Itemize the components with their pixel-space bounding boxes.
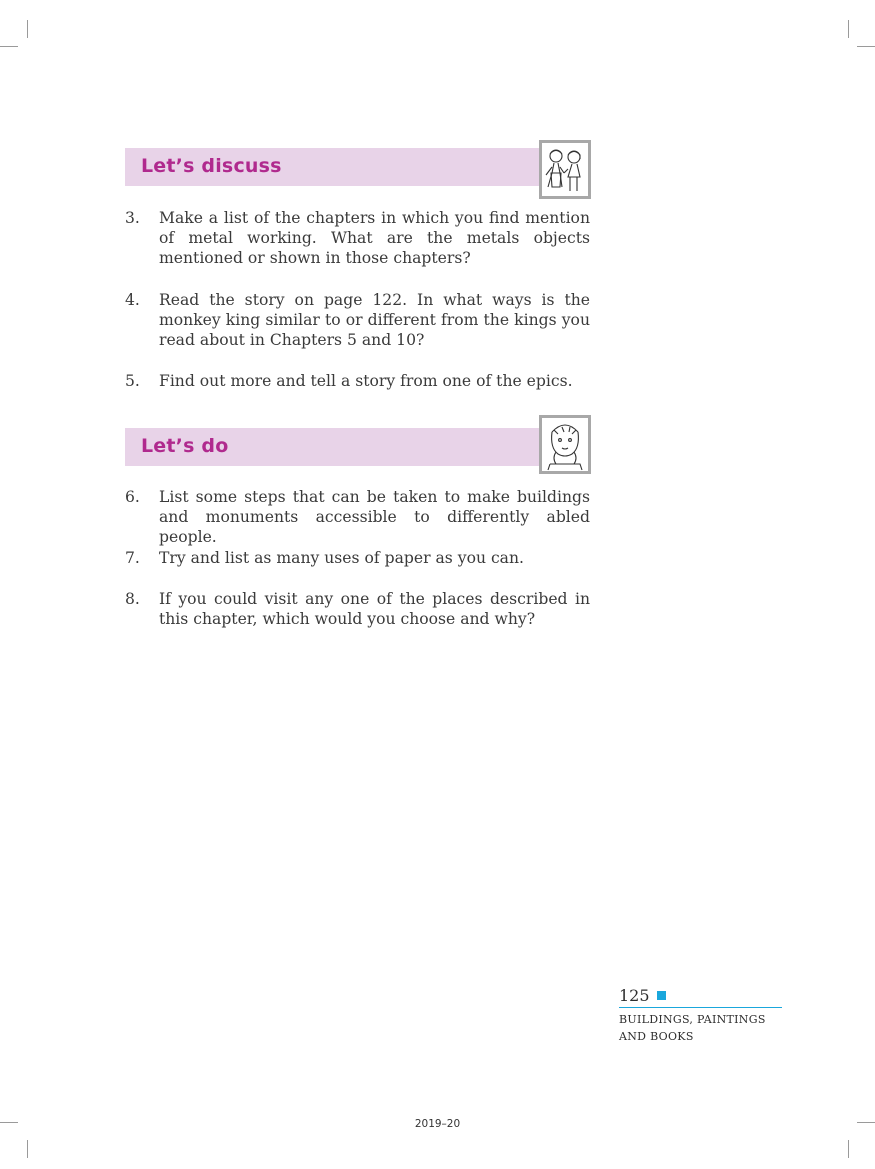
lets-discuss-title: Let’s discuss [141,155,282,177]
thinking-child-icon [539,415,591,474]
question-item [125,487,590,547]
question-number: 4. [125,291,140,309]
chapter-title-line: BUILDINGS, PAINTINGS [619,1013,766,1026]
question-number: 5. [125,372,140,390]
question-text: List some steps that can be taken to make buildings and monuments accessible to differently abled people. [159,488,590,546]
crop-mark [27,1140,28,1158]
crop-mark [0,46,18,47]
question-number: 3. [125,209,140,227]
question-number: 8. [125,590,140,608]
crop-mark [857,46,875,47]
question-item [125,290,590,350]
question-item [125,548,590,568]
page-number: 125 [619,986,650,1005]
question-text: Make a list of the chapters in which you find mention of metal working. What are the metals objects mentioned or shown in those chapters? [159,209,590,267]
question-item [125,208,590,268]
question-number: 6. [125,488,140,506]
crop-mark [27,20,28,38]
question-text: Read the story on page 122. In what ways is the monkey king similar to or different from the kings you read about in Chapters 5 and 10? [159,291,590,349]
lets-do-title: Let’s do [141,435,229,457]
question-item [125,371,590,391]
question-text: Try and list as many uses of paper as you can. [159,549,524,567]
edition-year: 2019–20 [414,1118,461,1130]
question-text: If you could visit any one of the places described in this chapter, which would you choose and why? [159,590,590,628]
lets-discuss-banner [125,148,539,186]
chapter-title [619,1011,789,1045]
chapter-title-line: AND BOOKS [619,1030,694,1043]
crop-mark [848,20,849,38]
question-number: 7. [125,549,140,567]
footer-rule [619,1007,782,1008]
two-children-talking-icon [539,140,591,199]
crop-mark [848,1140,849,1158]
question-item [125,589,590,629]
question-text: Find out more and tell a story from one of the epics. [159,372,573,390]
page-marker-square [657,991,666,1000]
lets-do-banner [125,428,539,466]
